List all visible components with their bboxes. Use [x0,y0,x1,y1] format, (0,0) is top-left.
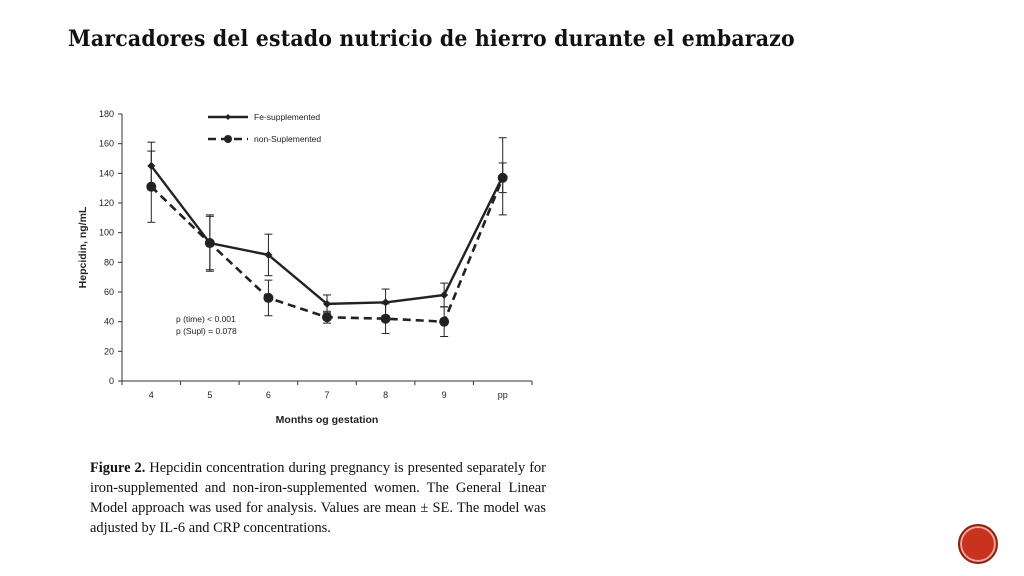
data-point [322,312,332,322]
y-tick-label: 80 [103,257,114,268]
x-tick-label: 6 [265,390,271,400]
data-point [263,293,273,303]
x-axis-title: Months og gestation [275,414,379,426]
y-tick-label: 160 [98,138,114,149]
x-tick-label: 8 [383,390,389,400]
y-tick-label: 20 [103,346,114,357]
x-tick-label: pp [497,390,508,400]
data-point [440,291,448,299]
slide-title: Marcadores del estado nutricio de hierro durante el embarazo [68,26,795,52]
x-tick-label: 4 [148,390,154,400]
legend-marker [225,114,231,120]
y-tick-label: 40 [103,316,114,327]
data-point [381,314,391,324]
y-tick-label: 140 [98,168,114,179]
data-point [439,317,449,327]
y-axis-title: Hepcidin, ng/mL [77,206,89,289]
data-point [498,173,508,183]
legend-label: Fe-supplemented [254,112,321,122]
y-tick-label: 60 [103,287,114,297]
figure-caption [90,458,546,538]
legend-marker [224,135,232,143]
y-tick-label: 120 [98,198,114,208]
p-value-annotation: p (time) < 0.001 [176,314,236,324]
data-point [146,182,156,192]
y-tick-label: 180 [98,109,114,119]
caption-text: Hepcidin concentration during pregnancy is presented separately for iron-supplemented and non-iron-supplemented women. The General Linear Model approach was used for analysis. Values are mean ± SE. The model was adjusted by IL-6 and CRP concentrations. [90,460,546,536]
y-tick-label: 0 [108,376,114,386]
x-tick-label: 9 [441,390,447,400]
slide-number-badge [958,524,998,564]
x-tick-label: 5 [207,390,213,400]
legend-label: non-Suplemented [254,134,322,144]
data-point [205,238,215,248]
y-tick-label: 100 [98,227,114,238]
series-line-fe-supplemented [151,166,502,304]
x-tick-label: 7 [324,390,330,400]
caption-label: Figure 2. [90,460,146,476]
p-value-annotation: p (Supl) = 0.078 [176,326,237,336]
hepcidin-chart [70,100,550,440]
